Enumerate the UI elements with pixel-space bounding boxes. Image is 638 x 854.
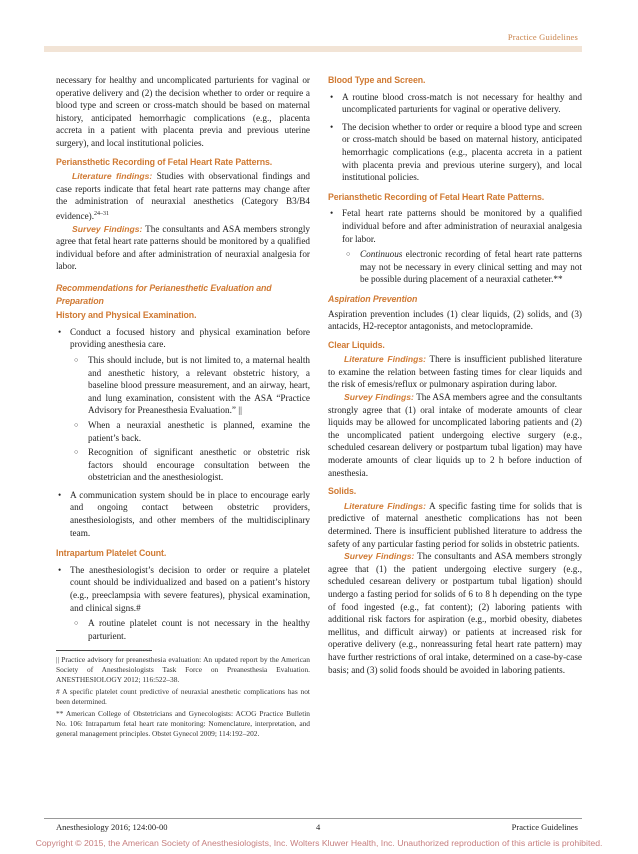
footer-section: Practice Guidelines bbox=[511, 822, 578, 832]
copyright-notice: Copyright © 2015, the American Society of Anesthesiologists, Inc. Wolters Kluwer Health, Inc. Unauthorized reproduction of this article is prohibited. bbox=[35, 838, 603, 848]
heading-solids: Solids. bbox=[328, 486, 357, 497]
sub-list bbox=[342, 248, 582, 286]
heading-platelet: Intrapartum Platelet Count. bbox=[56, 548, 167, 559]
label-literature: Literature findings: bbox=[72, 171, 153, 182]
history-list bbox=[56, 326, 310, 540]
page-number: 4 bbox=[316, 822, 321, 832]
clear-literature: Literature Findings: There is insufficient published literature to examine the relation between fasting times for clear liquids and the risk of emesis/reflux or pulmonary aspiration during labor. bbox=[328, 354, 582, 390]
solids-survey: Survey Findings: The consultants and ASA members strongly agree that (1) the patient undergoing elective surgery (e.g., scheduled cesarean delivery or postpartum tubal ligation) should undergo a fasting period for solids of 6 to 8 h depending on the type of food ingested (e.g., fat content); (2) laboring patients with additional risk factors for aspiration (e.g., morbid obesity, diabetes mellitus, and difficult airway) or patients at increased risk for operative delivery (e.g., nonreassuring fetal heart rate pattern) may have further restrictions of oral intake, determined on a case-by-case basis; and (3) solid foods should be avoided in laboring patients. bbox=[328, 551, 582, 675]
label-literature: Literature Findings: bbox=[344, 500, 426, 511]
running-title: Practice Guidelines bbox=[507, 32, 578, 42]
footnote: ** American College of Obstetricians and Gynecologists: ACOG Practice Bulletin No. 106: Intrapartum fetal heart rate monitoring: Nomenclature, interpretation, and general management principles. Obstet Gynecol 2009; 114:192–202. bbox=[56, 709, 310, 738]
heading-recommendations: Recommendations for Perianesthetic Evaluation and Preparation bbox=[56, 282, 272, 306]
list-item: ○ A routine platelet count is not necessary in the healthy parturient. bbox=[70, 617, 310, 642]
blood-list bbox=[328, 91, 582, 184]
left-column bbox=[56, 74, 310, 741]
list-item: • Fetal heart rate patterns should be monitored by a qualified individual before and after administration of neuraxial analgesia for labor. ○ Continuous electronic recording of fetal heart rate patterns may not be necessary in every clinical setting and may not be possible during placement of a neuraxial catheter.** bbox=[328, 207, 582, 286]
heading-clear-liquids: Clear Liquids. bbox=[328, 339, 385, 350]
list-item: • The decision whether to order or require a blood type and screen or cross-match should be based on maternal history, anticipated hemorrhagic complications (e.g., placenta accreta in a patient with placenta previa and previous uterine surgery), and local institutional policies. bbox=[328, 121, 582, 184]
paragraph-continued: necessary for healthy and uncomplicated parturients for vaginal or operative delivery and (2) the decision whether to order or require a blood type and screen or cross-match should be based on maternal history, anticipated hemorrhagic complications (e.g., placenta accreta in a patient with placenta previa and previous uterine surgery), and local institutional policies. bbox=[56, 75, 310, 148]
label-survey: Survey Findings: bbox=[344, 551, 415, 562]
right-column bbox=[328, 74, 582, 676]
sub-list bbox=[70, 354, 310, 484]
clear-survey: Survey Findings: The ASA members agree and the consultants strongly agree that (1) oral intake of moderate amounts of clear liquids may be allowed for uncomplicated laboring patients and (2) the uncomplicated patient undergoing elective surgery (e.g., scheduled cesarean delivery or postpartum tubal ligation) may have moderate amounts of clear liquids up to 2 h before induction of anesthesia. bbox=[328, 392, 582, 478]
fhr-survey: Survey Findings: The consultants and ASA members strongly agree that fetal heart rate patterns should be monitored by a qualified individual before and after administration of neuraxial analgesia for labor. bbox=[56, 223, 310, 272]
footnote: # A specific platelet count predictive of neuraxial anesthetic complications has not been determined. bbox=[56, 687, 310, 706]
aspiration-text: Aspiration prevention includes (1) clear liquids, (2) solids, and (3) antacids, H2-receptor antagonists, and metoclopramide. bbox=[328, 308, 582, 332]
page-header bbox=[0, 0, 638, 52]
fhr-literature: Literature findings: Studies with observational findings and case reports indicate that fetal heart rate patterns may change after the administration of neuraxial anesthetics (Category B3/B4 evidence).$^{24-31}$ bbox=[56, 171, 311, 221]
footer-divider bbox=[44, 818, 582, 819]
heading-blood-type: Blood Type and Screen. bbox=[328, 75, 426, 85]
journal-citation: Anesthesiology 2016; 124:00-00 bbox=[56, 822, 168, 832]
list-item: ○ Continuous electronic recording of fetal heart rate patterns may not be necessary in every clinical setting and may not be possible during placement of a neuraxial catheter.** bbox=[342, 248, 582, 286]
footnote: || Practice advisory for preanesthesia evaluation: An updated report by the American Society of Anesthesiologists Task Force on Preanesthesia Evaluation. ANESTHESIOLOGY 2012; 116:522–38. bbox=[56, 655, 310, 684]
list-item: • A communication system should be in place to encourage early and ongoing contact between obstetric providers, anesthesiologists, and other members of the multidisciplinary team. bbox=[56, 489, 310, 539]
solids-literature: Literature Findings: A specific fasting time for solids that is predictive of maternal anesthetic complications has not been determined. There is insufficient published literature to address the safety of any particular fasting period for solids in obstetric patients. bbox=[328, 500, 582, 549]
fhr-list bbox=[328, 207, 582, 286]
label-survey: Survey Findings: bbox=[72, 223, 143, 234]
footnote-divider bbox=[56, 650, 152, 651]
list-item: ○ Recognition of significant anesthetic or obstetric risk factors should encourage consultation between the obstetrician and the anesthesiologist. bbox=[70, 446, 310, 484]
heading-fhr-recommendation: Periansthetic Recording of Fetal Heart Rate Patterns. bbox=[328, 191, 545, 202]
header-band bbox=[44, 46, 582, 52]
list-item: • The anesthesiologist’s decision to order or require a platelet count should be individualized and based on a patient’s history (e.g., preeclampsia with severe features), physical examination, and clinical signs.# ○ A routine platelet count is not necessary in the healthy parturient. bbox=[56, 564, 310, 643]
heading-aspiration: Aspiration Prevention bbox=[328, 293, 418, 304]
list-item: • Conduct a focused history and physical examination before providing anesthesia care. ○ This should include, but is not limited to, a maternal health and anesthetic history, a relevant obstetric history, a baseline blood pressure measurement, and an airway, heart, and lung examination, consistent with the ASA “Practice Advisory for Preanesthesia Evaluation.” || ○ When a neuraxial anesthetic is planned, examine the patient’s back. ○ Recognition of significant anesthetic or obstetric risk factors should encourage consultation between the obstetrician and the anesthesiologist. bbox=[56, 326, 310, 484]
label-survey: Survey Findings: bbox=[344, 392, 414, 403]
sub-list bbox=[70, 617, 310, 642]
heading-history: History and Physical Examination. bbox=[56, 310, 197, 321]
heading-fhr-evidence: Periansthetic Recording of Fetal Heart Rate Patterns. bbox=[56, 156, 273, 167]
list-item: ○ When a neuraxial anesthetic is planned, examine the patient’s back. bbox=[70, 419, 310, 444]
label-literature: Literature Findings: bbox=[344, 354, 426, 365]
list-item: • A routine blood cross-match is not necessary for healthy and uncomplicated parturients for vaginal or operative delivery. bbox=[328, 91, 582, 116]
list-item: ○ This should include, but is not limited to, a maternal health and anesthetic history, a relevant obstetric history, a baseline blood pressure measurement, and an airway, heart, and lung examination, consistent with the ASA “Practice Advisory for Preanesthesia Evaluation.” || bbox=[70, 354, 310, 417]
platelet-list bbox=[56, 564, 310, 643]
